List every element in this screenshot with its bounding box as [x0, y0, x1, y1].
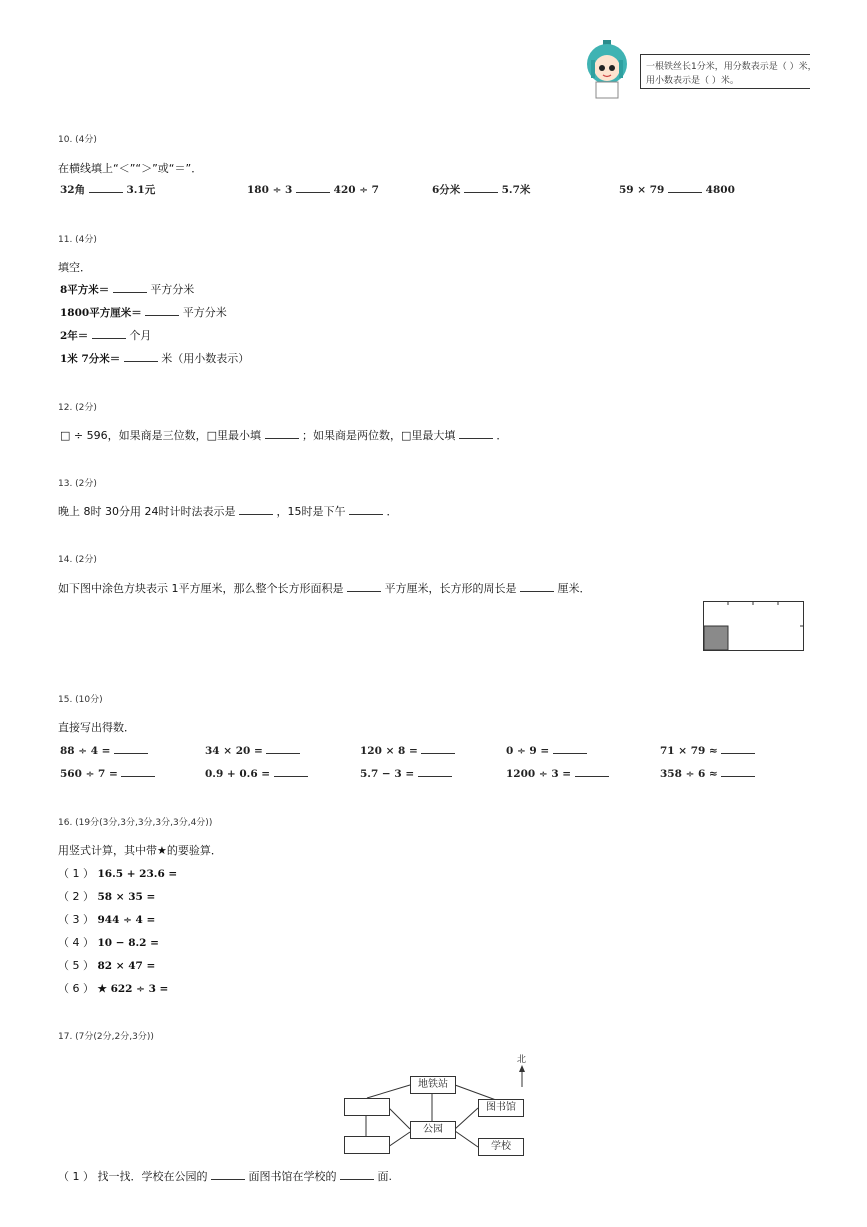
q10-item-1 [60, 182, 155, 197]
bubble-text-1: 一根铁丝长1分米，用分数表示是（ ）米， [646, 62, 817, 72]
answer-blank[interactable] [418, 766, 452, 777]
calc-expr: 10 − 8.2 = [97, 937, 159, 949]
bubble-text-2: 用小数表示是（ ）米。 [646, 76, 739, 86]
item-number: （ 6 ） [58, 982, 94, 995]
q10-item-left: 32角 [60, 184, 86, 196]
q11-line-pre: 1米 7分米＝ [60, 353, 121, 365]
q10-instruction: 在横线填上“＜”“＞”或“＝”． [58, 162, 203, 175]
q13-part1: 晚上 8时 30分用 24时计时法表示是 [58, 505, 236, 518]
q11-head: 11. (4分) [58, 235, 97, 245]
calc-expr: 16.5 + 23.6 = [97, 868, 178, 880]
item-number: （ 5 ） [58, 959, 94, 972]
answer-blank[interactable] [340, 1169, 374, 1180]
calc-expr: 560 ÷ 7 = [60, 768, 118, 780]
q15-r1-c2 [205, 743, 300, 757]
calc-expr: 0 ÷ 9 = [506, 745, 550, 757]
q11-line-3 [60, 327, 151, 343]
q11-line-post: 米（用小数表示） [161, 352, 250, 365]
q16-item-1 [58, 865, 177, 881]
q17-sub1-part-a: 找一找．学校在公园的 [97, 1170, 208, 1183]
map-node-metro: 地铁站 [410, 1076, 456, 1094]
q17-sub1-part-c: 面. [377, 1170, 392, 1183]
q16-instruction: 用竖式计算，其中带★的要验算． [58, 844, 222, 857]
q15-r2-c4 [506, 766, 609, 780]
q11-line-post: 个月 [129, 329, 152, 342]
q15-r1-c1 [60, 743, 148, 757]
answer-blank[interactable] [668, 182, 702, 193]
item-number: （ 2 ） [58, 890, 94, 903]
q16-item-3 [58, 911, 155, 927]
q15-r2-c5 [660, 766, 755, 780]
header-cartoon [582, 40, 632, 102]
q17-sub1 [58, 1168, 392, 1184]
q13-part2: ，15时是下午 [276, 505, 346, 518]
q15-r2-c3 [360, 766, 452, 780]
answer-blank[interactable] [145, 305, 179, 316]
q11-line-4 [60, 350, 249, 366]
answer-blank[interactable] [575, 766, 609, 777]
bubble-border-left [640, 54, 641, 89]
answer-blank[interactable] [349, 504, 383, 515]
q10-item-2 [247, 182, 379, 196]
answer-blank[interactable] [239, 504, 273, 515]
q15-instruction: 直接写出得数． [58, 721, 135, 734]
answer-blank[interactable] [274, 766, 308, 777]
q15-r1-c4 [506, 743, 587, 757]
north-label: 北 [517, 1055, 527, 1065]
calc-expr: 88 ÷ 4 = [60, 745, 111, 757]
answer-blank[interactable] [553, 743, 587, 754]
q14-text [58, 580, 591, 596]
calc-expr: 82 × 47 = [97, 960, 156, 972]
q10-item-left: 59 × 79 [619, 184, 665, 196]
q16-item-4 [58, 934, 159, 950]
q12-head: 12. (2分) [58, 403, 97, 413]
answer-blank[interactable] [347, 581, 381, 592]
answer-blank[interactable] [421, 743, 455, 754]
map-node-blank-top[interactable] [344, 1098, 390, 1116]
calc-expr: 71 × 79 ≈ [660, 745, 718, 757]
girl-avatar-icon [582, 40, 632, 102]
q16-item-2 [58, 888, 155, 904]
q13-part3: ． [386, 505, 398, 518]
q10-head: 10. (4分) [58, 135, 97, 145]
map-node-blank-bottom[interactable] [344, 1136, 390, 1154]
calc-expr: 120 × 8 = [360, 745, 418, 757]
answer-blank[interactable] [113, 282, 147, 293]
answer-blank[interactable] [114, 743, 148, 754]
q11-line-2 [60, 304, 227, 320]
answer-blank[interactable] [721, 766, 755, 777]
q12-part2: ；如果商是两位数，□里最大填 [302, 429, 456, 442]
calc-expr: 1200 ÷ 3 = [506, 768, 572, 780]
answer-blank[interactable] [464, 182, 498, 193]
q15-r1-c3 [360, 743, 455, 757]
map-node-school: 学校 [478, 1138, 524, 1156]
q16-head: 16. (19分(3分,3分,3分,3分,3分,4分)) [58, 818, 213, 828]
bubble-border-top [640, 54, 810, 55]
map-node-library: 图书馆 [478, 1099, 524, 1117]
answer-blank[interactable] [124, 351, 158, 362]
answer-blank[interactable] [721, 743, 755, 754]
answer-blank[interactable] [266, 743, 300, 754]
q15-head: 15. (10分) [58, 695, 103, 705]
item-number: （ 3 ） [58, 913, 94, 926]
q10-item-left: 6分米 [432, 184, 461, 196]
q10-item-3 [432, 182, 530, 197]
answer-blank[interactable] [520, 581, 554, 592]
q10-item-right: 5.7米 [501, 184, 531, 196]
answer-blank[interactable] [265, 428, 299, 439]
calc-expr: 0.9 + 0.6 = [205, 768, 271, 780]
q15-r2-c2 [205, 766, 308, 780]
q14-part3: 厘米． [557, 582, 591, 595]
calc-expr: 34 × 20 = [205, 745, 263, 757]
q17-sub1-part-b: 面图书馆在学校的 [248, 1170, 337, 1183]
q16-item-5 [58, 957, 155, 973]
q11-line-pre: 1800平方厘米＝ [60, 307, 142, 319]
map-node-park: 公园 [410, 1121, 456, 1139]
answer-blank[interactable] [89, 182, 123, 193]
answer-blank[interactable] [459, 428, 493, 439]
calc-expr: 358 ÷ 6 ≈ [660, 768, 718, 780]
q10-item-4 [619, 182, 735, 196]
q12-text [60, 427, 507, 443]
q10-item-right: 4800 [705, 184, 735, 196]
q14-part1: 如下图中涂色方块表示 1平方厘米，那么整个长方形面积是 [58, 582, 344, 595]
answer-blank[interactable] [121, 766, 155, 777]
q11-line-pre: 2年＝ [60, 330, 89, 342]
q13-head: 13. (2分) [58, 479, 97, 489]
item-number: （ 1 ） [58, 1170, 94, 1183]
q14-part2: 平方厘米，长方形的周长是 [384, 582, 517, 595]
calc-expr: ★ 622 ÷ 3 = [97, 983, 169, 995]
q11-line-post: 平方分米 [150, 283, 195, 296]
grid-rectangle-icon [703, 601, 804, 651]
q15-r1-c5 [660, 743, 755, 757]
q13-text [58, 503, 397, 519]
item-number: （ 1 ） [58, 867, 94, 880]
q11-line-pre: 8平方米＝ [60, 284, 110, 296]
q11-instruction: 填空． [58, 261, 91, 274]
q12-part1: □ ÷ 596，如果商是三位数，□里最小填 [60, 429, 261, 442]
q12-part3: ． [496, 429, 508, 442]
q11-line-post: 平方分米 [182, 306, 227, 319]
answer-blank[interactable] [296, 182, 330, 193]
q17-head: 17. (7分(2分,2分,3分)) [58, 1032, 154, 1042]
q11-line-1 [60, 281, 194, 297]
q17-map-diagram [340, 1052, 540, 1162]
q10-item-left: 180 ÷ 3 [247, 184, 293, 196]
calc-expr: 944 ÷ 4 = [97, 914, 156, 926]
q10-item-right: 3.1元 [126, 184, 156, 196]
bubble-border-bottom [640, 88, 810, 89]
q14-rectangle-figure [703, 601, 804, 651]
calc-expr: 5.7 − 3 = [360, 768, 415, 780]
q14-head: 14. (2分) [58, 555, 97, 565]
item-number: （ 4 ） [58, 936, 94, 949]
answer-blank[interactable] [211, 1169, 245, 1180]
q15-r2-c1 [60, 766, 155, 780]
q10-item-right: 420 ÷ 7 [333, 184, 379, 196]
q16-item-6 [58, 980, 168, 996]
calc-expr: 58 × 35 = [97, 891, 156, 903]
answer-blank[interactable] [92, 328, 126, 339]
